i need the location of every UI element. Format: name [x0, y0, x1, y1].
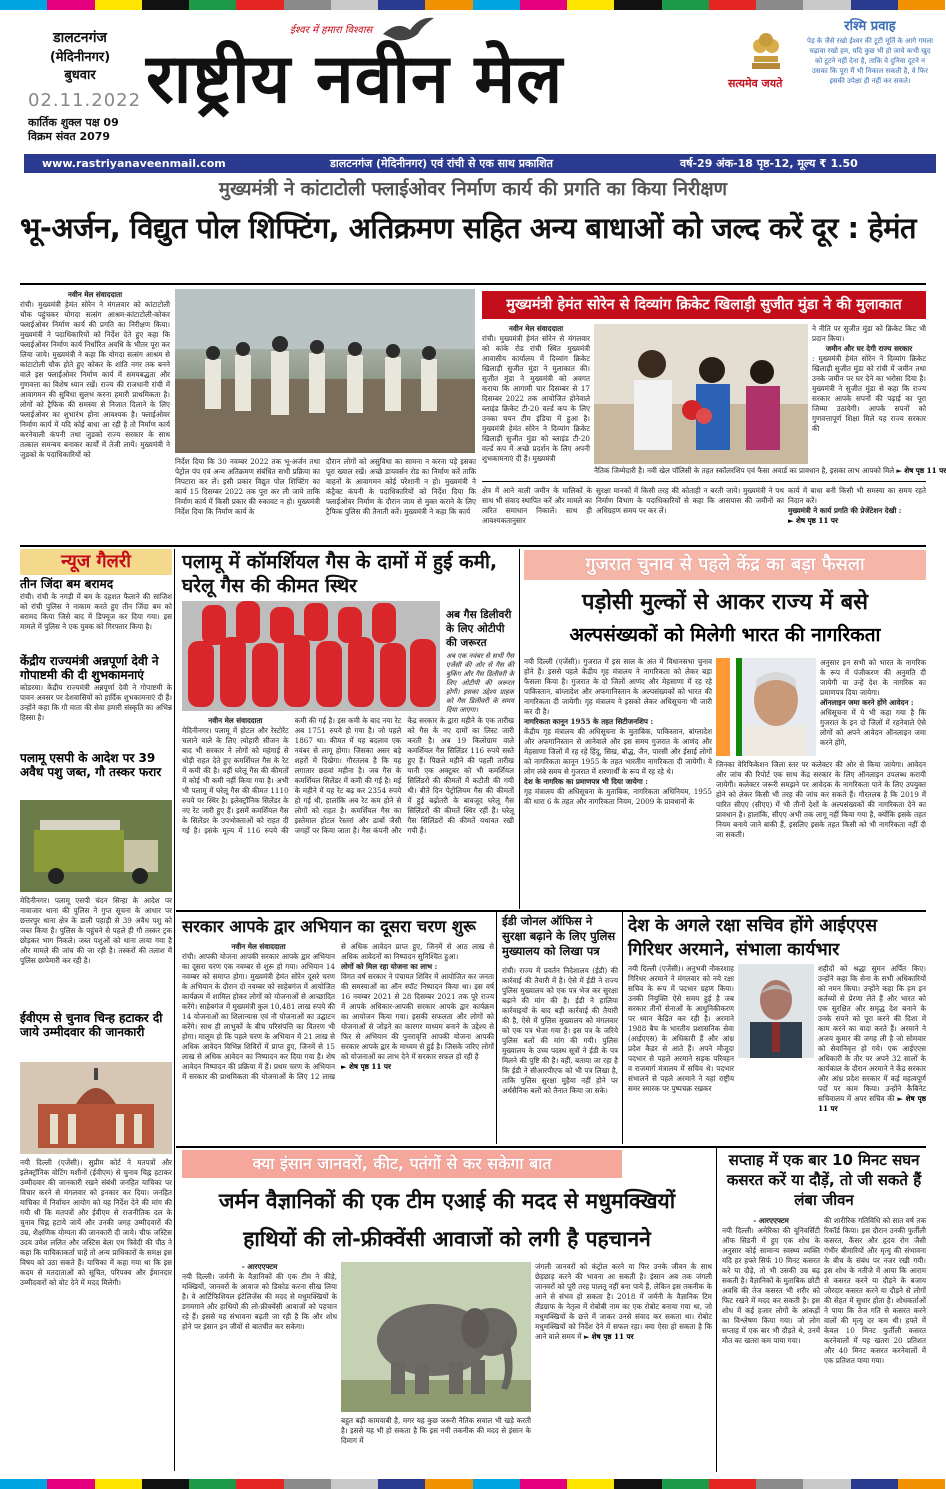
ai-text-2: बहुत बड़ी कामयाबी है, मगर यह कुछ जरूरी नैतिक सवाल भी खड़े करती है। इससे यह भी हो सकता है कि इस नयी तकनीक की मदद से इंसान के दिमाग में — [341, 1416, 531, 1445]
lead-column-6: कार्य में बाधा बनी किसी भी समस्या का समय रहते निदान करें। मुख्यमंत्री ने कार्य प्रगति की प्रेजेंटेशन देखी : ► शेष पृष्ठ 11 पर — [788, 486, 926, 525]
lead-kicker: मुख्यमंत्री ने कांटाटोली फ्लाईओवर निर्माण कार्य की प्रगति का किया निरीक्षण — [218, 179, 728, 200]
lead-headline: भू-अर्जन, विद्युत पोल शिफ्टिंग, अतिक्रमण सहित अन्य बाधाओं को जल्द करें दूर : हेमंत — [20, 211, 917, 245]
elephant-photo — [341, 1262, 531, 1412]
cricket-photo — [594, 324, 808, 464]
gujarat-kicker: गुजरात चुनाव से पहले केंद्र का बड़ा फैसला — [524, 550, 926, 580]
gujarat-text-5: अनुसार इन सभी को भारत के नागरिक के रूप में पंजीकरण की अनुमति दी जायेगी या उन्हें देश के नागरिक का प्रमाणपत्र दिया जायेगा। ऑनलाइन जमा करने होंगे आवेदन : अधिसूचना में ये भी कहा गया है कि गुजरात के इन दो जिलों में रहनेवाले ऐसे लोगों को अपने आवेदन ऑनलाइन जमा करने होंगे, — [820, 658, 926, 747]
newspaper-title: राष्ट्रीय नवीन मेल — [146, 40, 564, 119]
ai-text-3: जंगली जानवरों को कंट्रोल करने या फिर उनके जीवन के साथ छेड़छाड़ करने की भावना आ सकती है। इंसान अब तक जंगली जानवरों को पूरी तरह पालतू नहीं बना पाये हैं, लेकिन इस तकनीक के आने से संभव हो सकता है। 2018 में जर्मनी के वैज्ञानिक टिम लैंडग्राफ के नेतृत्व में रोबोबी नाम का एक रोबोट बनाया गया था, जो मधुमक्खियों के छत्ते में जाकर उनसे संवाद कर सकता था। रोबोट मधुमक्खियों को निर्देश देने में सफल रहा। क्या ऐसा हो सकता है कि आने वाले समय में ► शेष पृष्ठ 11 पर — [535, 1262, 712, 1341]
lead-column-3: दौरान लोगों को असुविधा का सामना न करना पड़े इसका पूरा ख्याल रखें। अच्छे डायवर्सन रोड का निर्माण करें ताकि वाहनों के आवागमन कोई परेशानी न हो। मुख्यमंत्री ने कंट्रैक्ट कंपनी के पदाधिकारियों को निर्देश दिया कि फ्लाईओवर निर्माण के दौरान जाम से मुक्त कराने के लिए ट्रैफिक पुलिस की तैनाती करें। मुख्यमंत्री ने कहा कि कार्य — [326, 457, 476, 516]
exercise-text-1: - आरएएफ्टम नयी दिल्ली। अमेरिका की यूनिवर्सिटी ऑफ सिडनी में हुए एक शोध के अनुसार कोई सामान्य स्वस्थ्य व्यक्ति यदि हर हफ्ते सिर्फ 10 मिनट कसरत करे या दौड़े, तो भी उसकी उम्र बढ़ सकती है। वैज्ञानिकों के मुताबिक छोटी अवधि की तेज कसरत भी शरीर को फिट रखने में मदद कर सकती है। इस शोध में कई हजार लोगों के आंकड़ों का विश्लेषण किया गया। जो लोग सप्ताह में एक बार भी दौड़ते थे, उनमें मौत का खतरा कम पाया गया। — [722, 1216, 820, 1345]
gas-side-head: अब गैस डिलीवरी के लिए ओटीपी की जरूरत — [446, 609, 512, 649]
news-item-4-text: नयी दिल्ली (एजेंसी)। सुप्रीम कोर्ट ने मतपत्रों और इलेक्ट्रॉनिक वोटिंग मशीनों (ईवीएम) से चुनाव चिह्न हटाकर उम्मीदवार की जानकारी रखने संबंधी जनहित याचिका पर विचार करने से मंगलवार को इनकार कर दिया। जनहित याचिका में निर्वाचन आयोग को यह निर्देश देने की मांग की गयी थी कि मतपत्रों और ईवीएम से राजनीतिक दल के चुनाव चिह्न हटाये जायें और उनकी जगह उम्मीदवारों की उम्र, शैक्षणिक योग्यता की जानकारी दी जाये। चीफ जस्टिस उदय उमेश ललित और जस्टिस बेला एम त्रिवेदी की पीठ ने कहा कि याचिकाकर्ता चाहें तो अन्य प्राधिकारों के समक्ष इस विषय को उठा सकते हैं। याचिका में कहा गया था कि इस कदम से मतदाताओं को सूचित, परिपक्व और ईमानदार उम्मीदवारों को वोट देने में मदद मिलेगी। — [20, 1158, 172, 1287]
lead-column-2: निर्देश दिया कि 30 नवम्बर 2022 तक भू-अर्जन तथा पेट्रोल पंप एवं अन्य अतिक्रमण संबंधित सभी प्रक्रिया का निपटारा कर लें। इसी प्रकार विद्युत पोल शिफ्टिंग का कार्य 15 दिसम्बर 2022 तक पूरा कर ली जाये ताकि निर्माण कार्य में किसी प्रकार की रुकावट न हो। मुख्यमंत्री निर्देश दिया कि निर्माण कार्य के — [175, 457, 320, 516]
issue-info: वर्ष-29 अंक-18 पृष्ठ-12, मूल्य ₹ 1.50 — [680, 157, 858, 170]
emblem — [746, 26, 786, 74]
armane-text-1: नयी दिल्ली (एजेंसी)। अनुभवी नौकरशाह गिरिधर अरमाने ने मंगलवार को नये रक्षा सचिव के रूप में पदभार ग्रहण किया। उनकी नियुक्ति ऐसे समय हुई है जब सरकार तीनों सेनाओं के आधुनिकीकरण पर ध्यान केंद्रित कर रही है। अरमाने 1988 बैच के भारतीय प्रशासनिक सेवा (आईएएस) के अधिकारी हैं और आंध्र प्रदेश कैडर से आते हैं। अपने मौजूदा पदभार से पहले अरमाने सड़क परिवहन व राजमार्ग मंत्रालय में सचिव थे। पदभार संभालने से पहले अरमाने ने यहां राष्ट्रीय समर स्मारक पर पुष्पचक्र रखकर — [628, 964, 734, 1093]
news-item-4: ईवीएम से चुनाव चिन्ह हटाकर दी जाये उम्मीदवार की जानकारी — [20, 1011, 163, 1039]
cricket-headline: मुख्यमंत्री हेमंत सोरेन से दिव्यांग क्रिकेट खिलाड़ी सुजीत मुंडा ने की मुलाकात — [482, 291, 926, 319]
color-registration-bar-bottom — [0, 1479, 945, 1489]
edition-city: डालटनगंज — [53, 30, 107, 46]
rashmi-pravah-title: रश्मि प्रवाह — [844, 19, 896, 34]
gas-headline: पलामू में कॉमर्शियल गैस के दामों में हुई कमी, घरेलू गैस की कीमत स्थिर — [182, 551, 498, 597]
cricket-text: नवीन मेल संवाददाता रांची। मुख्यमंत्री हेमंत सोरेन से मंगलवार को कांके रोड रांची स्थित मुख्यमंत्री आवासीय कार्यालय में दिव्यांग क्रिकेट खिलाड़ी सुजीत मुंडा ने मुलाकात की। सुजीत मुंडा ने मुख्यमंत्री को अवगत कराया कि आगामी चार दिसम्बर से 17 दिसम्बर 2022 तक आयोजित होनेवाले ब्लाइंड क्रिकेट टी-20 वर्ल्ड कप के लिए उनका चयन टीम इंडिया में हुआ है। मुख्यमंत्री हेमंत सोरेन ने दिव्यांग क्रिकेट खिलाड़ी सुजीत मुंडा को ब्लाइंड टी-20 वर्ल्ड कप में अच्छे प्रदर्शन के लिए अपनी शुभकामनाएं दीं हैं। मुख्यमंत्री — [482, 324, 590, 463]
ed-text: रांची। राज्य में प्रवर्तन निदेशालय (ईडी) की कार्रवाई की तैयारी में है। ऐसे में ईडी ने राज्य पुलिस मुख्यालय को एक पत्र भेज कर सुरक्षा बढ़ाने की मांग की है। ईडी ने हालिया कार्रवाइयों के बाद बड़ी कार्रवाई की तैयारी की है, ऐसे में पुलिस मुख्यालय को मंगलवार को एक पत्र भेजा गया है। इस पत्र के जरिये पुलिस बलों की मांग की गयी। पुलिस मुख्यालय के उच्च पदस्थ सूत्रों ने ईडी के पत्र मिलने की पुष्टि की है। वहीं, बताया जा रहा है कि ईडी ने सीआरपीएफ को भी पत्र लिखा है, ताकि पुलिस सुरक्षा मुहैया नहीं होने पर अर्धसैनिक बलों को तैनात किया जा सके। — [502, 966, 618, 1095]
armane-text-2: शहीदों को श्रद्धा सुमन अर्पित किए। उन्होंने कहा कि सेना के सभी अधिकारियों को नमन किया। उन्होंने कहा कि हम इन कर्तव्यों से प्रेरणा लेते हैं और भारत को एक सुरक्षित और समृद्ध देश बनाने के उनके सपने को पूरा करने की दिशा में काम करने का वादा करते हैं। अरमाने ने अजय कुमार की जगह ली है जो सोमवार को सेवानिवृत्त हो गये। एक आईएएस अधिकारी के तौर पर अपने 32 सालों के कार्यकाल के दौरान अरमाने ने केंद्र सरकार और आंध्र प्रदेश सरकार में कई महत्वपूर्ण पदों पर काम किया। उन्होंने कैबिनेट सचिवालय में अपर सचिव की ► शेष पृष्ठ 11 पर — [818, 964, 926, 1113]
exercise-text-2: की शारीरिक गतिविधि को सात वर्ष तक रिकॉर्ड किया। इस दौरान उनकी फुर्तीली कसरत, कैंसर और हृदय रोग जैसी गंभीर बीमारियों और मृत्यु की संभावना के बीच के संबंध पर नजर रखी गयी। इस शोध के नतीजे में आया कि आराम से कसरत करने या दौड़ने के बजाय जोरदार कसरत करने या दौड़ने से लोगों की सेहत में सुधार होता है। शोधकर्ताओं ने पाया कि तेज गति से कसरत करने वालों की मृत्यु दर कम थी। हफ्ते में केवल 10 मिनट फुर्तीली कसरत करनेवालों में यह खतरा 20 प्रतिशत और 40 मिनट कसरत करनेवालों में एक प्रतिशत पाया गया। — [824, 1216, 926, 1365]
lead-photo-flyover-inspection — [175, 289, 475, 453]
gujarat-text-4: जिनका वेरिफिकेशन जिला स्तर पर कलेक्टर की ओर से किया जायेगा। आवेदन और जांच की रिपोर्ट एक साथ केंद्र सरकार के लिए ऑनलाइन उपलब्ध करायी जायेगी। कलेक्टर जरूरी समझने पर आवेदक के नागरिकता पाने के लिए उपयुक्त होने को लेकर किसी भी तरह की जांच कर सकते हैं। गौरतलब है कि 2019 में पारित सीएए (सीएए) में भी तीनों देशों के अल्पसंख्यकों की नागरिकता देने का प्रावधान है। हालांकि, सीएए अभी तक लागू नहीं किया गया है, क्योंकि इसके तहत नियम बनाये जाने बाकी हैं, इसलिए इसके तहत किसी को भी नागरिकता नहीं दी जा सकती। — [716, 760, 926, 839]
cricket-side: ने नीति पर सुजीत मुंडा को क्रिकेट किट भी प्रदान किया। जमीन और घर देगी राज्य सरकार : मुख्यमंत्री हेमंत सोरेन ने दिव्यांग क्रिकेट खिलाड़ी सुजीत मुंडा को रांची में जमीन तथा उनके जमीन पर घर देने का भरोसा दिया है। मुख्यमंत्री ने सुजीत मुंडा से कहा कि राज्य सरकार आपके सपनों की पढ़ाई का पूरा जिम्मा उठायेगी। आपके सपनों को गुणवत्तापूर्ण शिक्षा मिले यह राज्य सरकार की — [812, 324, 926, 433]
news-item-1: तीन जिंदा बम बरामद रांची। रांची के नगड़ी में बम के दहशत फैलाने की साजिश को रांची पुलिस ने नाकाम करते हुए तीन जिंदा बम को बरामद किया जिसे बाद में डिफ्यूज कर दिया गया। इस मामले में पुलिस ने एक युवक को गिरफ्तार किया है। — [20, 577, 172, 631]
gujarat-text-1: नयी दिल्ली (एजेंसी)। गुजरात में इस साल के अंत में विधानसभा चुनाव होने हैं। इससे पहले केंद्रीय गृह मंत्रालय ने नागरिकता को लेकर बड़ा फैसला किया है। गुजरात के दो जिलों आणंद और मेहसाणा में रह रहे पाकिस्तान, बांग्लादेश और अफगानिस्तान के अल्पसंख्यकों को भारत की नागरिकता दी जायेगी। गृह मंत्रालय ने इसको लेकर अधिसूचना भी जारी कर दी है। नागरिकता कानून 1955 के तहत सिटीजनशिप : केंद्रीय गृह मंत्रालय की अधिसूचना के मुताबिक, पाकिस्तान, बांग्लादेश और अफगानिस्तान से आनेवाले और इस समय गुजरात के आणंद और मेहसाणा जिलों में रह रहे हिंदू, सिख, बौद्ध, जैन, पारसी और ईसाई लोगों को नागरिकता कानून 1955 के तहत भारतीय नागरिकता दी जायेगी। ये लोग लंबे समय से गुजरात में शरणार्थी के रूप में रह रहे थे। देश के नागरिक का प्रमाणपत्र भी दिया जायेगा : गृह मंत्रालय की अधिसूचना के मुताबिक, नागरिकता अधिनियम, 1955 की धारा 6 के तहत और नागरिकता नियम, 2009 के प्रावधानों के — [524, 657, 712, 806]
gas-text: नवीन मेल संवाददाता मेदिनीनगर। पलामू में होटल और रेस्टोरेंट चलाने वाले के लिए त्योहारी सीजन के बाद भी सरकार ने लोगों को महंगाई से थोड़ी राहत देते हुए कमर्शियल गैस के रेट में कमी की है। वहीं घरेलू गैस की कीमतों में कोई भी कमी नहीं किया गया है। अभी भी पलामू में घरेलू गैस की कीमत 1110 रुपये पर स्थिर है। इलेक्ट्रॉनिक सिलेंडर के नए रेट जारी हुए हैं। इसमें कमर्शियल गैस के सिलेंडर के उपभोक्ताओं को राहत दी गई है। इसके मूल्य में 116 रुपये की कमी की गई है। इस कमी के बाद नया रेट अब 1751 रुपये हो गया है। जो पहले 1867 था। कीमत में यह बदलाव एक नवंबर से लागू होगा। जिसका असर बड़े शहरों में दिखेगा। गौरतलब है कि यह लगातार छठवां महीना है। जब गैस के कमर्शियल सिलेंडर में कमी की गई है। मई के महीने में यह रेट बढ़ कर 2354 रुपये हो गई थी, हालांकि अब रेट कम होने से लोगों को राहत है। कमर्शियल गैस का इस्तेमाल होटल रेस्तरां और ढाबों जैसी जगहों पर किया जाता है। गैस कंपनी और केंद्र सरकार के द्वारा महीने के एक तारीख को गैस के नए दामों का लिस्ट जारी करती है। अब 19 किलोग्राम वाले कमर्शियल गैस सिलिंडर 116 रुपये सस्ते हुए हैं। पिछले महीने की पहली तारीख यानी एक अक्टूबर को भी कमर्शियल सिलिंडरों की कीमतों में कटौती की गयी थी। बीते दिन पेट्रोलियम गैस की कीमतों में हुई बढ़ोतरी के बावजूद घरेलू गैस सिलिंडरों की कीमतें स्थिर रहीं हैं। घरेलू गैस सिलिंडरों की कीमतें यथावत रखी गयी हैं। — [182, 716, 514, 835]
lead-column-5: सुरक्षा मानकों में किसी तरह की कोताही न बरती जाये। मुख्यमंत्री ने पथ निर्माण विभाग के पदाधिकारियों से कहा कि आसपास की जमीनों का अधिग्रहण समय पर कर लें। — [596, 486, 784, 515]
gas-cylinders-photo — [182, 601, 440, 711]
cricket-bottom-line: नैतिक जिम्मेदारी है। नवी खेल पॉलिसी के तहत स्कॉलरशिप एवं फैसा अवार्ड का प्रावधान है, इसका लाभ आपको मिले ► शेष पृष्ठ 11 पर — [594, 466, 946, 475]
news-item-2: केंद्रीय राज्यमंत्री अन्नपूर्णा देवी ने गोपाष्टमी की दी शुभकामनाएं कोडरमा। केंद्रीय राज्यमंत्री अन्नपूर्णा देवी ने गोपाष्टमी के पावन अवसर पर देशवासियों को हार्दिक शुभकामनाएं दी हैं। उन्होंने कहा कि गौ माता की सेवा हमारी संस्कृति का अभिन्न हिस्सा है। — [20, 654, 172, 722]
amit-shah-photo — [716, 658, 816, 756]
rashmi-pravah-text: पेड़ के जैसे रखो ईश्वर की टूटी मूर्ति के आगे गमला चढ़ावा रखो हम, यदि कुछ भी हो जाये कभी खुद को टूटने नहीं देना है, ताकि वे दुनिया दूटने न उसका कि पूरा मैं भी निकाल सकती है, वे फिर इसकी उपेक्षा ही नहीं कर सकते। — [806, 37, 934, 85]
supreme-court-photo — [20, 1062, 172, 1154]
rashmi-pravah-box — [806, 16, 934, 148]
hindu-date: कार्तिक शुक्ल पक्ष 09 विक्रम संवत 2079 — [28, 116, 119, 143]
gujarat-headline-2: अल्पसंख्यकों को मिलेगी भारत की नागरिकता — [569, 624, 881, 646]
news-item-3: पलामू एसपी के आदेश पर 39 अवैध पशु जब्त, गौ तस्कर फरार — [20, 751, 162, 779]
edition-box — [24, 28, 136, 83]
armane-photo — [738, 964, 814, 1058]
ai-text-1: - आरएएफ्टम नयी दिल्ली। जर्मनी के वैज्ञानिकों की एक टीम ने कीड़े, मक्खियों, जानवरों के आवाज को डिकोड करना सीख लिया है। वे आर्टिफिशियल इंटेलिजेंस की मदद से मधुमक्खियों के डगमगाने और हाथियों की लो-फ्रीक्वेंसी आवाजों को पहचान रहे हैं। इससे यह संभावना बढ़ती जा रही है कि और शोध होने पर इंसान इन जीवों से बातचीत कर सकेगा। — [182, 1262, 337, 1331]
news-gallery-label: न्यूज गैलरी — [20, 549, 172, 575]
news-item-3-text: मेदिनीनगर। पलामू एसपी चंदन सिन्हा के आदेश पर नावाजार थाना की पुलिस ने गुप्त सूचना के आधार पर छत्तरपुर थाना क्षेत्र के डाली पहाड़ी से 39 अवैध पशु को जब्त किया है। पुलिस के पहुंचने से पहले ही गौ तस्कर ट्रक छोड़कर भाग निकले। जब्त पशुओं को थाना लाया गया है और मामले की जांच की जा रही है। तस्करों की तलाश में पुलिस छापेमारी कर रही है। — [20, 896, 172, 965]
tagline: ईश्वर में हमारा विश्वास — [290, 25, 373, 36]
sarkar-headline: सरकार आपके द्वार अभियान का दूसरा चरण शुरू — [182, 917, 476, 936]
ai-headline-2: हाथियों की लो-फ्रीक्वेंसी आवाजों को लगी है पहचानने — [243, 1227, 651, 1251]
issue-date: 02.11.2022 — [28, 90, 142, 111]
cattle-truck-photo — [20, 800, 172, 892]
edition-city-alt: (मेदिनीनगर) — [49, 50, 111, 65]
weekday: बुधवार — [64, 68, 96, 83]
motto: सत्यमेव जयते — [728, 77, 783, 90]
armane-headline: देश के अगले रक्षा सचिव होंगे आईएएस गिरिधर अरमाने, संभाला कार्यभार — [628, 916, 878, 960]
published-from: डालटनगंज (मेदिनीनगर) एवं रांची से एक साथ प्रकाशित — [330, 157, 553, 170]
sarkar-text: नवीन मेल संवाददाता रांची। आपकी योजना आपकी सरकार आपके द्वार अभियान का दूसरा चरण एक नवम्बर से शुरू हो गया। अभियान 14 नवम्बर को समाप्त होगा। मुख्यमंत्री हेमंत सोरेन दूसरे चरण के अभियान के दौरान दो नवम्बर को साहेबगंज में आयोजित कार्यक्रम में शामिल होकर लोगों को योजनाओं से आच्छादित करेंगे। साहेबगंज में मुख्यमंत्री कुल 10,481 लाख रुपये की 14 योजनाओं का शिलान्यास एवं नौ योजनाओं का उद्घाटन करेंगे। साथ ही लाभुकों के बीच परिसंपत्ति का वितरण भी होगा। मालूम हो कि पहले चरण के अभियान में 21 लाख से अधिक आवेदन विभिन्न शिविरों में प्राप्त हुए, जिनमें से 15 लाख से अधिक आवेदन का निष्पादन कर दिया गया है। शेष आवेदन निष्पादन की प्रक्रिया में हैं। प्रथम चरण के अभियान में सरकार की प्राथमिकता की योजनाओं के लिए 12 लाख से अधिक आवेदन प्राप्त हुए, जिनमें से आठ लाख से अधिक आवेदनों का निष्पादन सुनिश्चित हुआ। लोगों को मिल रहा योजना का लाभ : विगत वर्ष सरकार ने पंचायत शिविर में आयोजित कर जनता की समस्याओं का ऑन स्पॉट निष्पादन किया था। इस वर्ष 16 नवम्बर 2021 से 28 दिसम्बर 2021 तक पूरे राज्य में आपके अधिकार-आपकी सरकार आपके द्वार कार्यक्रम का आयोजन किया गया। इसकी सफलता और लोगों को योजनाओं से जोड़ने का कारगर माध्यम बनाने के उद्देश्य से फिर से अभियान की पुनरावृत्ति आपकी योजना आपकी सरकार आपके द्वार के माध्यम से हुई है। जिसके जरिए लोगों को योजनाओं का लाभ देने में सरकार सफल हो रही है ► शेष पृष्ठ 11 पर — [182, 942, 494, 1081]
lead-column-1: नवीन मेल संवाददाता रांची। मुख्यमंत्री हेमंत सोरेन ने मंगलवार को कांटाटोली चौक पहुंचकर योगदा सत्संग आश्रम-कांटाटोली-कोकर फ्लाईओवर निर्माण कार्य की प्रगति का निरीक्षण किया। मुख्यमंत्री ने पदाधिकारियों को निर्देश देते हुए कहा कि फ्लाईओवर निर्माण कार्य निर्धारित अवधि के भीतर पूरा कर लिया जाये। मुख्यमंत्री ने कहा कि योगदा सत्संग आश्रम से कांटाटोली चौक होते हुए कोकर के शांति नगर तक बनने वाले इस फ्लाईओवर निर्माण कार्य में समयबद्धता और गुणवत्ता का विशेष ध्यान रखें। राज्य की राजधानी रांची में आवागमन की सुविधा सुलभ करना हमारी प्राथमिकता है। लोगों को ट्रैफिक की समस्या से निजात दिलाने के लिए फ्लाईओवर का शुभारंभ होना आवश्यक है। फ्लाईओवर निर्माण कार्य में यदि कोई बाधा आ रही है तो निर्माण कार्य करनेवाली कंपनी तथा जुडको राज्य सरकार के साथ तत्काल समन्वय बनाकर कार्यों में तेजी लायें। मुख्यमंत्री ने जुडको के पदाधिकारियों को — [20, 290, 170, 459]
gas-side-text: अब एक नवंबर से सभी गैस एजेंसी की ओर से गैस की बुकिंग और गैस डिलीवरी के लिए ओटीपी की जरूरत होगी। इसका उद्देश्य ग्राहक को गैस डिलीवरी के समय दिया जाएगा। — [446, 652, 514, 714]
website[interactable]: www.rastriyanaveenmail.com — [42, 157, 226, 170]
gujarat-headline-1: पड़ोसी मुल्कों से आकर राज्य में बसे — [581, 590, 869, 615]
exercise-kicker: सप्ताह में एक बार 10 मिनट सघन कसरत करें या दौड़ें, तो जी सकते हैं लंबा जीवन — [726, 1151, 922, 1209]
lead-column-4: क्षेत्र में आने वाली जमीन के मालिकों के साथ भी संवाद स्थापित करें और मामले का त्वरित समाधान निकालें। साथ ही आवश्यकतानुसार — [482, 486, 592, 525]
ai-headline-1: जर्मन वैज्ञानिकों की एक टीम एआई की मदद से मधुमक्खियों — [218, 1189, 676, 1213]
ed-headline: ईडी जोनल ऑफिस ने सुरक्षा बढ़ाने के लिए पुलिस मुख्यालय को लिखा पत्र — [502, 914, 616, 958]
color-registration-bar-top — [0, 0, 945, 10]
ai-kicker: क्या इंसान जानवरों, कीट, पतंगों से कर सकेगा बात — [182, 1150, 622, 1178]
